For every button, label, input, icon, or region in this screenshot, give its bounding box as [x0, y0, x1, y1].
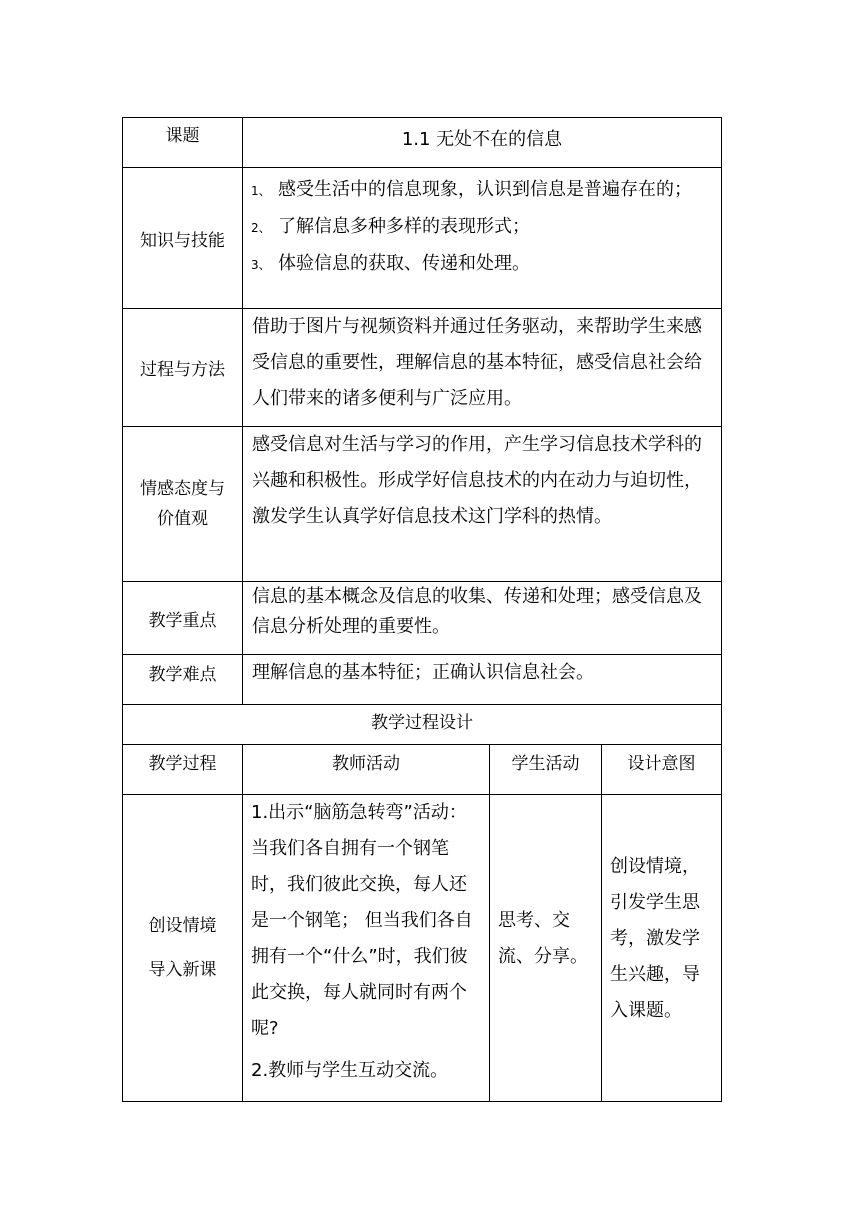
knowledge-row [123, 168, 722, 309]
topic-value: 1.1 无处不在的信息 [401, 129, 563, 150]
topic-label: 课题 [165, 126, 200, 146]
teacher-activity-cell [243, 795, 490, 1102]
stage-line2: 导入新课 [148, 960, 217, 980]
key-points-row [123, 582, 722, 655]
emotion-row [123, 427, 722, 582]
topic-row [123, 118, 722, 168]
process-header-row [123, 745, 722, 795]
difficulties-label: 教学难点 [148, 665, 217, 685]
header-student-cell [490, 745, 602, 795]
emotion-label-line1: 情感态度与 [140, 479, 225, 499]
stage-line1: 创设情境 [148, 916, 217, 936]
process-method-label: 过程与方法 [140, 360, 225, 380]
emotion-cell [243, 427, 722, 582]
key-points-cell [243, 582, 722, 655]
knowledge-item: 2、 了解信息多种多样的表现形式； [251, 216, 530, 237]
emotion-text: 感受信息对生活与学习的作用，产生学习信息技术学科的兴趣和积极性。形成学好信息技术的内在动力与迫切性，激发学生认真学好信息技术这门学科的热情。 [252, 434, 702, 527]
knowledge-item: 3、 体验信息的获取、传递和处理。 [251, 253, 530, 274]
process-method-row [123, 309, 722, 427]
process-method-text: 借助于图片与视频资料并通过任务驱动，来帮助学生来感受信息的重要性，理解信息的基本特征，感受信息社会给人们带来的诸多便利与广泛应用。 [252, 316, 702, 409]
student-activity-cell [490, 795, 602, 1102]
process-method-cell [243, 309, 722, 427]
design-title: 教学过程设计 [371, 713, 473, 733]
key-points-label-cell [123, 582, 243, 655]
difficulties-cell [243, 655, 722, 705]
knowledge-label: 知识与技能 [140, 230, 225, 251]
stage-cell [123, 795, 243, 1102]
knowledge-item: 1、 感受生活中的信息现象，认识到信息是普遍存在的； [251, 179, 692, 200]
difficulties-label-cell [123, 655, 243, 705]
design-intent-cell [602, 795, 722, 1102]
knowledge-label-cell [123, 168, 243, 309]
process-row [123, 795, 722, 1102]
difficulties-row [123, 655, 722, 705]
header-intent-cell [602, 745, 722, 795]
header-intent: 设计意图 [627, 754, 696, 774]
process-method-label-cell [123, 309, 243, 427]
header-process: 教学过程 [148, 754, 217, 774]
key-points-label: 教学重点 [148, 610, 217, 631]
header-teacher: 教师活动 [332, 754, 400, 774]
header-process-cell [123, 745, 243, 795]
teacher-activity-p2: 2.教师与学生互动交流。 [251, 1060, 449, 1081]
emotion-label-line2: 价值观 [157, 509, 208, 529]
student-activity: 思考、交流、分享。 [498, 910, 588, 967]
header-teacher-cell [243, 745, 490, 795]
topic-value-cell [243, 118, 722, 168]
topic-label-cell [123, 118, 243, 168]
design-title-row [123, 705, 722, 745]
design-title-cell [123, 705, 722, 745]
difficulties-text: 理解信息的基本特征；正确认识信息社会。 [252, 662, 594, 683]
design-intent: 创设情境，引发学生思考，激发学生兴趣，导入课题。 [610, 856, 700, 1021]
knowledge-cell [243, 168, 722, 309]
header-student: 学生活动 [511, 754, 580, 774]
lesson-plan-table [122, 117, 722, 1102]
key-points-text: 信息的基本概念及信息的收集、传递和处理；感受信息及信息分析处理的重要性。 [252, 586, 702, 637]
emotion-label-cell [123, 427, 243, 582]
teacher-activity-p1: 1.出示“脑筋急转弯”活动：当我们各自拥有一个钢笔时，我们彼此交换，每人还是一个钢笔； 但当我们各自拥有一个“什么”时，我们彼此交换，每人就同时有两个呢? [251, 802, 473, 1039]
knowledge-list [243, 172, 715, 283]
